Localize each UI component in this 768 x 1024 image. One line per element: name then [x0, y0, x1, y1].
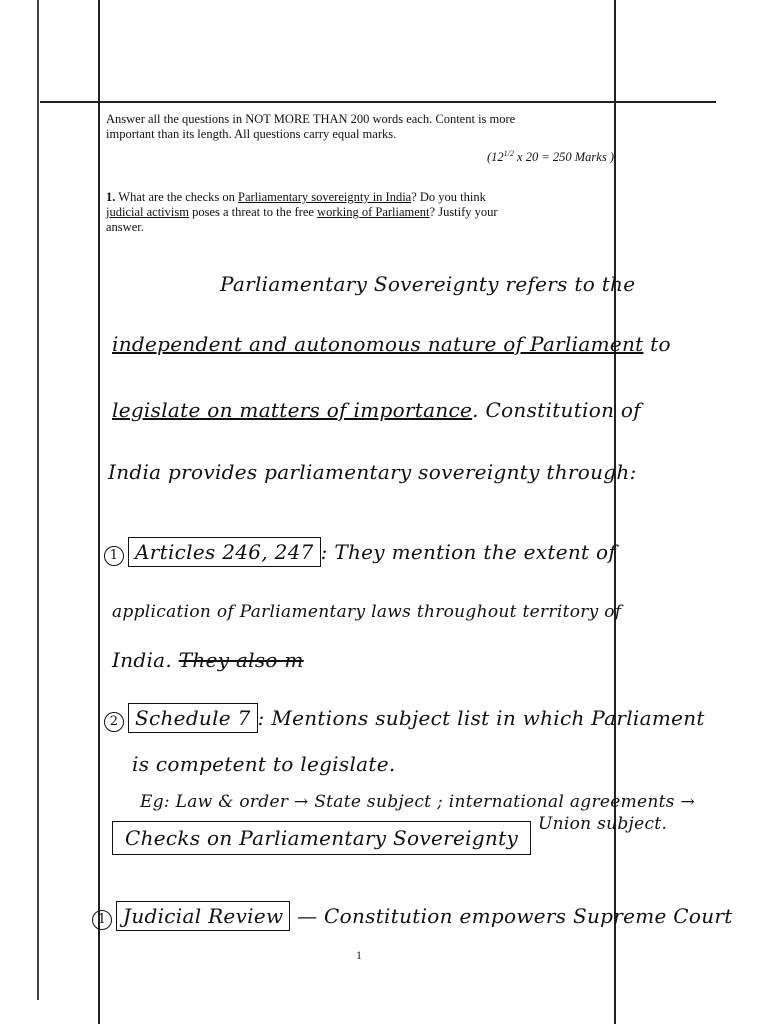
- question-number: 1.: [106, 190, 116, 204]
- point-1-line-2: application of Parliamentary laws throughout territory of: [112, 602, 622, 622]
- judicial-review-box: Judicial Review: [116, 901, 290, 931]
- articles-box: Articles 246, 247: [128, 537, 321, 567]
- answer-line-3: legislate on matters of importance. Constitution of: [112, 398, 641, 422]
- instructions-line-1: Answer all the questions in NOT MORE THAN 200 words each. Content is more: [106, 112, 516, 126]
- answer-line-4: India provides parliamentary sovereignty through:: [108, 460, 637, 484]
- left-margin-line: [98, 0, 100, 1024]
- page-number: 1: [356, 948, 362, 962]
- instructions-text: [106, 112, 614, 142]
- point-2-line-2: is competent to legislate.: [132, 752, 396, 776]
- point-2-number: 2: [104, 712, 124, 732]
- check-1: 1 Judicial Review — Constitution empowers Supreme Court: [92, 904, 733, 930]
- instructions-line-2: important than its length. All questions carry equal marks.: [106, 127, 397, 141]
- check-1-number: 1: [92, 910, 112, 930]
- struck-text: They also m: [178, 648, 304, 672]
- answer-line-1: Parliamentary Sovereignty refers to the: [220, 272, 636, 296]
- header-rule: [40, 101, 716, 103]
- page-edge-line: [37, 0, 39, 1000]
- point-1-number: 1: [104, 546, 124, 566]
- checks-heading: Checks on Parliamentary Sovereignty: [112, 826, 531, 850]
- point-2-example-end: Union subject.: [538, 814, 668, 834]
- answer-line-2: independent and autonomous nature of Parliament to: [112, 332, 671, 356]
- point-2: 2 Schedule 7 : Mentions subject list in which Parliament: [104, 706, 705, 732]
- point-1-line-3: India. They also m: [112, 648, 304, 672]
- marks-allocation: ($12^{1/2}$ x 20 = 250 Marks ): [487, 149, 614, 165]
- point-1: 1 Articles 246, 247 : They mention the extent of: [104, 540, 616, 566]
- schedule-box: Schedule 7: [128, 703, 258, 733]
- point-2-example: Eg: Law & order → State subject ; international agreements →: [140, 792, 696, 812]
- question-1: 1. What are the checks on Parliamentary sovereignty in India? Do you think judicial activism poses a threat to the free working of Parliament? Justify your answer.: [106, 190, 498, 234]
